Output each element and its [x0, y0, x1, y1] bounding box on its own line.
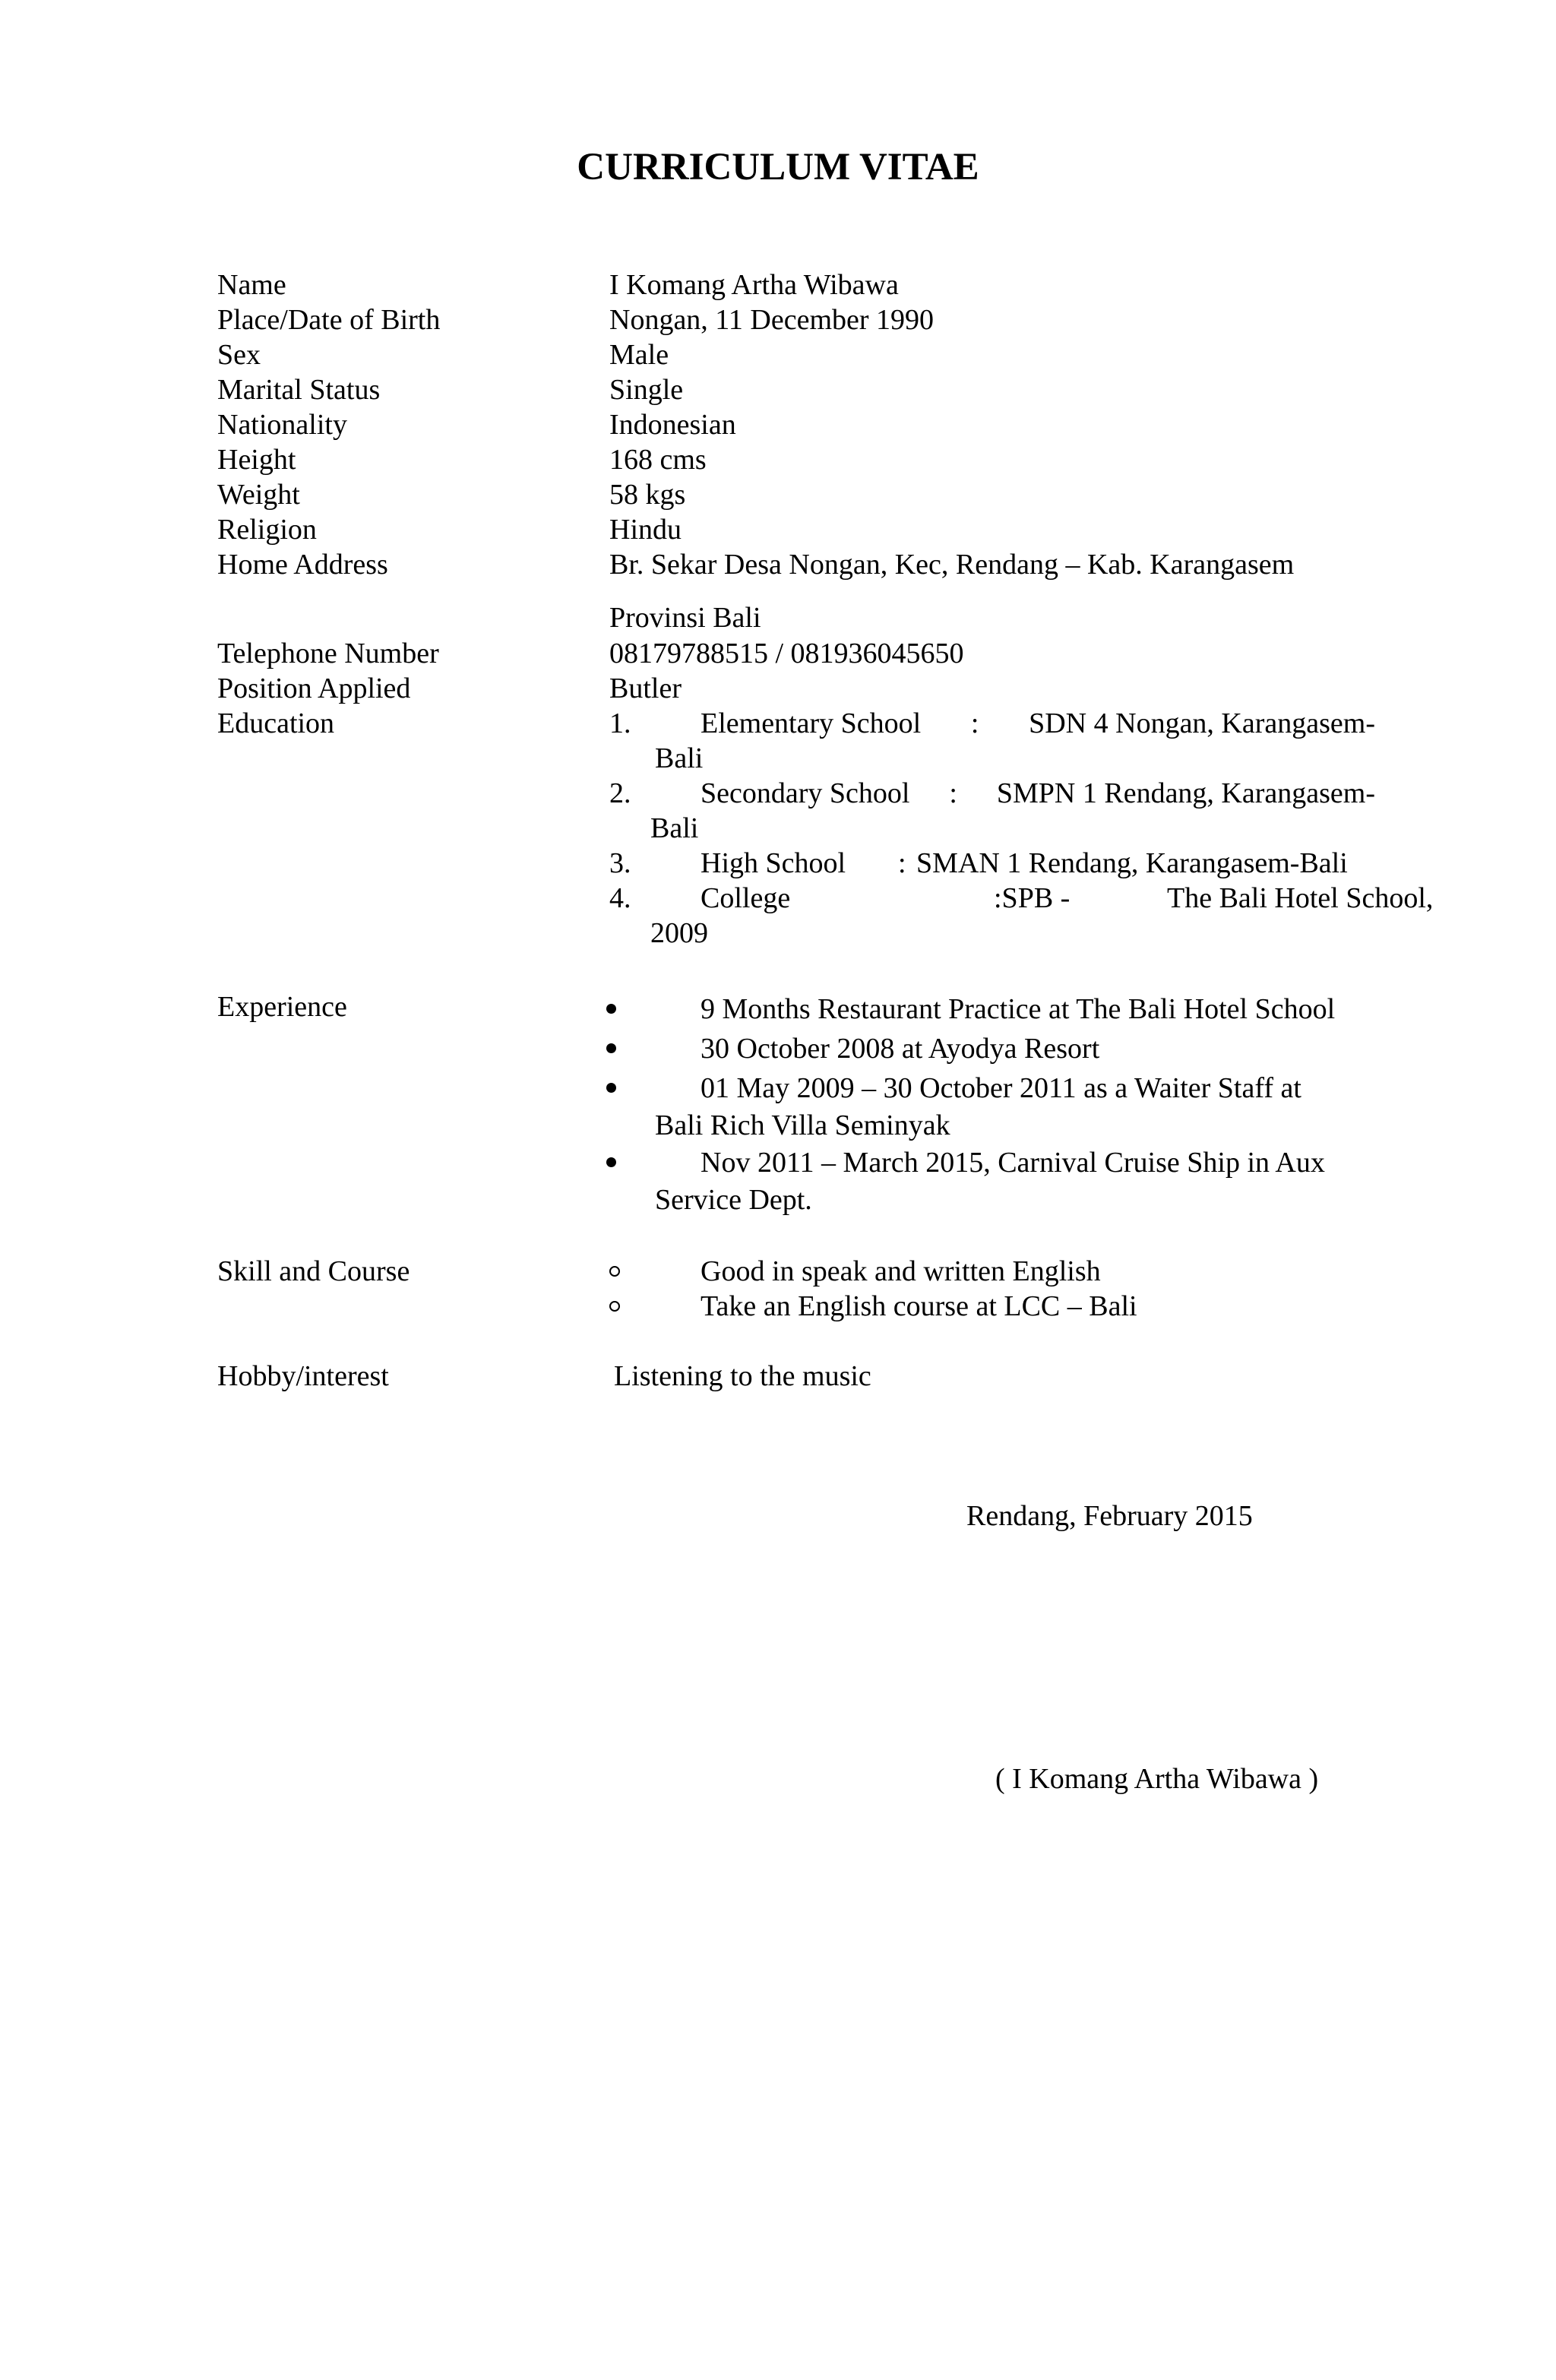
experience-item: 30 October 2008 at Ayodya Resort	[701, 1033, 1100, 1065]
hobby-value: Listening to the music	[614, 1360, 871, 1392]
nationality-value: Indonesian	[609, 409, 736, 441]
experience-item-continuation: Service Dept.	[655, 1184, 812, 1216]
education-item	[701, 706, 1375, 741]
education-colon: :	[970, 707, 979, 739]
education-school: SMAN 1 Rendang, Karangasem-Bali	[916, 847, 1348, 879]
position-applied-label: Position Applied	[217, 673, 411, 704]
skill-item: Good in speak and written English	[701, 1255, 1101, 1287]
position-applied-value: Butler	[609, 673, 682, 704]
education-colon: :SPB -	[994, 882, 1071, 914]
education-label: Education	[217, 707, 335, 739]
marital-status-label: Marital Status	[217, 374, 381, 406]
hollow-bullet-icon	[608, 1254, 626, 1289]
education-level: College	[701, 882, 791, 914]
education-item-continuation: Bali	[655, 742, 704, 774]
sex-label: Sex	[217, 339, 261, 371]
experience-label: Experience	[217, 991, 347, 1023]
home-address-value-line2: Provinsi Bali	[609, 602, 761, 634]
experience-item: Nov 2011 – March 2015, Carnival Cruise Ship in Aux	[701, 1147, 1325, 1179]
education-level: Elementary School	[701, 707, 922, 739]
experience-item-continuation: Bali Rich Villa Seminyak	[655, 1109, 950, 1141]
skill-course-label: Skill and Course	[217, 1255, 410, 1287]
home-address-value: Br. Sekar Desa Nongan, Kec, Rendang – Kab. Karangasem	[609, 549, 1295, 581]
education-colon: :	[898, 847, 906, 879]
telephone-value: 08179788515 / 081936045650	[609, 638, 964, 669]
education-item-number: 4.	[609, 882, 631, 914]
religion-value: Hindu	[609, 514, 682, 546]
education-level: Secondary School	[701, 777, 910, 809]
home-address-label: Home Address	[217, 549, 388, 581]
name-value: I Komang Artha Wibawa	[609, 269, 899, 301]
hobby-label: Hobby/interest	[217, 1360, 389, 1392]
signature-name: ( I Komang Artha Wibawa )	[995, 1763, 1319, 1795]
skill-item: Take an English course at LCC – Bali	[701, 1290, 1137, 1322]
education-school: SMPN 1 Rendang, Karangasem-	[996, 777, 1375, 809]
education-school: The Bali Hotel School,	[1167, 882, 1434, 914]
religion-label: Religion	[217, 514, 317, 546]
nationality-label: Nationality	[217, 409, 347, 441]
height-value: 168 cms	[609, 444, 707, 476]
education-item-number: 3.	[609, 847, 631, 879]
education-colon: :	[949, 777, 957, 809]
height-label: Height	[217, 444, 296, 476]
bullet-icon	[605, 1071, 620, 1106]
education-item	[701, 776, 1375, 811]
place-date: Rendang, February 2015	[966, 1500, 1253, 1532]
weight-label: Weight	[217, 479, 300, 511]
birth-label: Place/Date of Birth	[217, 304, 441, 336]
education-item-number: 1.	[609, 707, 631, 739]
education-school: SDN 4 Nongan, Karangasem-	[1029, 707, 1375, 739]
education-item-number: 2.	[609, 777, 631, 809]
hollow-bullet-icon	[608, 1289, 626, 1324]
experience-item: 01 May 2009 – 30 October 2011 as a Waiter Staff at	[701, 1072, 1301, 1104]
experience-item: 9 Months Restaurant Practice at The Bali Hotel School	[701, 993, 1336, 1025]
education-level: High School	[701, 847, 846, 879]
name-label: Name	[217, 269, 286, 301]
education-item-continuation: 2009	[650, 917, 708, 949]
sex-value: Male	[609, 339, 669, 371]
birth-value: Nongan, 11 December 1990	[609, 304, 935, 336]
marital-status-value: Single	[609, 374, 684, 406]
education-item-continuation: Bali	[650, 812, 699, 844]
document-title: CURRICULUM VITAE	[577, 146, 979, 188]
bullet-icon	[605, 1145, 620, 1180]
weight-value: 58 kgs	[609, 479, 686, 511]
telephone-label: Telephone Number	[217, 638, 439, 669]
bullet-icon	[605, 992, 620, 1027]
bullet-icon	[605, 1031, 620, 1066]
